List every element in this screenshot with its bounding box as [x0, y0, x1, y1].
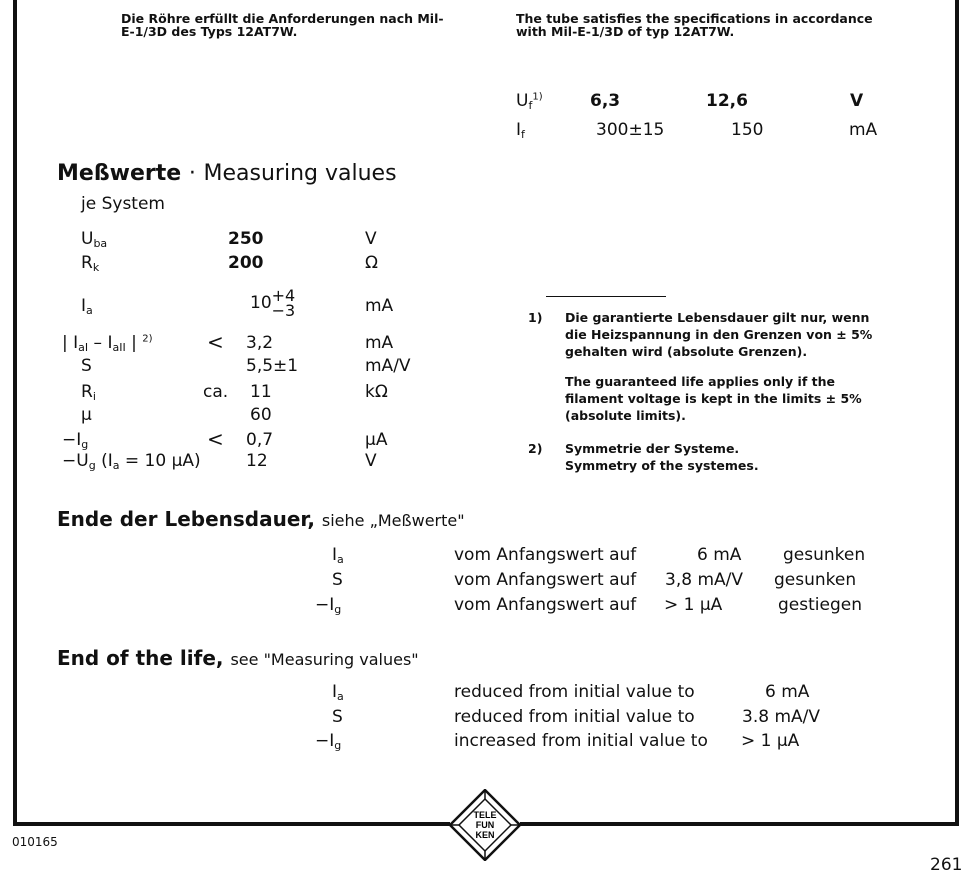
- heater-uf-unit: V: [850, 91, 864, 111]
- end-de-row-s-result: gesunken: [774, 570, 857, 590]
- end-de-row-ia-result: gesunken: [783, 545, 866, 565]
- param-uba-unit: V: [365, 229, 377, 249]
- end-de-row-ia-value: 6 mA: [697, 545, 742, 565]
- param-symmetry-unit: mA: [365, 333, 394, 353]
- param-ia-value: 10 +4 −3: [250, 286, 296, 320]
- footnote-2-mark: 2): [528, 441, 543, 456]
- footnote-1-mark: 1): [528, 310, 543, 325]
- per-system-label: je System: [81, 194, 165, 214]
- frame-bottom-rule-right: [520, 822, 959, 826]
- frame-bottom-rule-left: [13, 822, 450, 826]
- param-ri-value: 11: [250, 382, 272, 402]
- param-uba-symbol: $U_{ba}$: [81, 229, 108, 250]
- param-ri-symbol: $R_i$: [81, 382, 96, 403]
- logo-text-line-2: FUN: [475, 820, 495, 830]
- param-uba-value: 250: [228, 229, 264, 249]
- heater-if-symbol: $I_f$: [516, 120, 525, 141]
- end-de-row-ia-text: vom Anfangswert auf: [454, 545, 637, 565]
- end-de-row-ig-text: vom Anfangswert auf: [454, 595, 637, 615]
- param-ia-unit: mA: [365, 296, 394, 316]
- heater-uf-symbol: $U_f^{1)}$: [516, 91, 543, 112]
- param-s-symbol: S: [81, 356, 92, 376]
- page-number: 261: [930, 855, 963, 875]
- intro-english: The tube satisfies the specifications in accordance with Mil-E-1/3D of typ 12AT7W.: [516, 11, 873, 39]
- param-ig-unit: μA: [365, 430, 388, 450]
- end-of-life-en-heading: End of the life, see "Measuring values": [57, 646, 419, 670]
- param-ug-unit: V: [365, 451, 377, 471]
- telefunken-logo: [449, 789, 521, 861]
- intro-german: Die Röhre erfüllt die Anforderungen nach Mil- E-1/3D des Typs 12AT7W.: [121, 11, 444, 39]
- param-rk-symbol: $R_k$: [81, 253, 100, 274]
- param-ug-value: 12: [246, 451, 268, 471]
- end-en-row-ia-symbol: $I_a$: [332, 682, 344, 703]
- param-ri-prefix: ca.: [203, 382, 229, 402]
- end-de-row-s-value: 3,8 mA/V: [665, 570, 743, 590]
- end-en-row-ig-text: increased from initial value to: [454, 731, 708, 751]
- param-ig-symbol: $-I_g$: [62, 430, 89, 451]
- end-en-row-ig-symbol: $-I_g$: [315, 731, 342, 752]
- end-de-row-s-symbol: S: [332, 570, 343, 590]
- end-of-life-de-heading: Ende der Lebensdauer, siehe „Meßwerte": [57, 507, 465, 531]
- param-ig-prefix: <: [207, 427, 224, 451]
- footnote-2-text: Symmetrie der Systeme. Symmetry of the systemes.: [565, 441, 759, 473]
- footnote-divider: [546, 296, 666, 297]
- param-ia-symbol: $I_a$: [81, 296, 93, 317]
- param-ig-value: 0,7: [246, 430, 274, 450]
- param-mu-value: 60: [250, 405, 272, 425]
- end-de-row-ig-result: gestiegen: [778, 595, 862, 615]
- end-en-row-s-text: reduced from initial value to: [454, 707, 695, 727]
- heater-if-value-1: 300±15: [596, 120, 665, 140]
- end-en-row-ia-text: reduced from initial value to: [454, 682, 695, 702]
- end-en-row-ig-value: > 1 μA: [741, 731, 800, 751]
- end-en-row-ia-value: 6 mA: [765, 682, 810, 702]
- document-code: 010165: [12, 835, 58, 849]
- heater-if-value-2: 150: [731, 120, 764, 140]
- param-rk-unit: Ω: [365, 253, 378, 273]
- footnote-1-english: The guaranteed life applies only if the filament voltage is kept in the limits ± 5% (absolute limits).: [565, 374, 862, 423]
- logo-text-line-1: TELE: [473, 810, 497, 820]
- param-symmetry-prefix: <: [207, 330, 224, 354]
- end-de-row-s-text: vom Anfangswert auf: [454, 570, 637, 590]
- param-mu-symbol: μ: [81, 405, 92, 425]
- param-ri-unit: kΩ: [365, 382, 388, 402]
- param-s-unit: mA/V: [365, 356, 411, 376]
- param-symmetry-symbol: | $I_{aI} - I_{aII}$ | $^{2)}$: [62, 333, 153, 354]
- end-de-row-ig-symbol: $-I_g$: [315, 595, 342, 616]
- logo-text-line-3: KEN: [475, 830, 495, 840]
- param-symmetry-value: 3,2: [246, 333, 274, 353]
- param-s-value: 5,5±1: [246, 356, 299, 376]
- heater-uf-value-1: 6,3: [590, 91, 621, 111]
- end-en-row-s-value: 3.8 mA/V: [742, 707, 820, 727]
- end-de-row-ig-value: > 1 μA: [664, 595, 723, 615]
- end-de-row-ia-symbol: $I_a$: [332, 545, 344, 566]
- heater-uf-value-2: 12,6: [706, 91, 748, 111]
- footnote-1-german: Die garantierte Lebensdauer gilt nur, wenn die Heizspannung in den Grenzen von ± 5% gehalten wird (absolute Grenzen).: [565, 310, 873, 359]
- measuring-values-heading: Meßwerte · Measuring values: [57, 161, 397, 186]
- heater-if-unit: mA: [849, 120, 878, 140]
- param-rk-value: 200: [228, 253, 264, 273]
- param-ug-symbol: $-U_g$ ($I_a = 10$ μA): [62, 451, 201, 472]
- end-en-row-s-symbol: S: [332, 707, 343, 727]
